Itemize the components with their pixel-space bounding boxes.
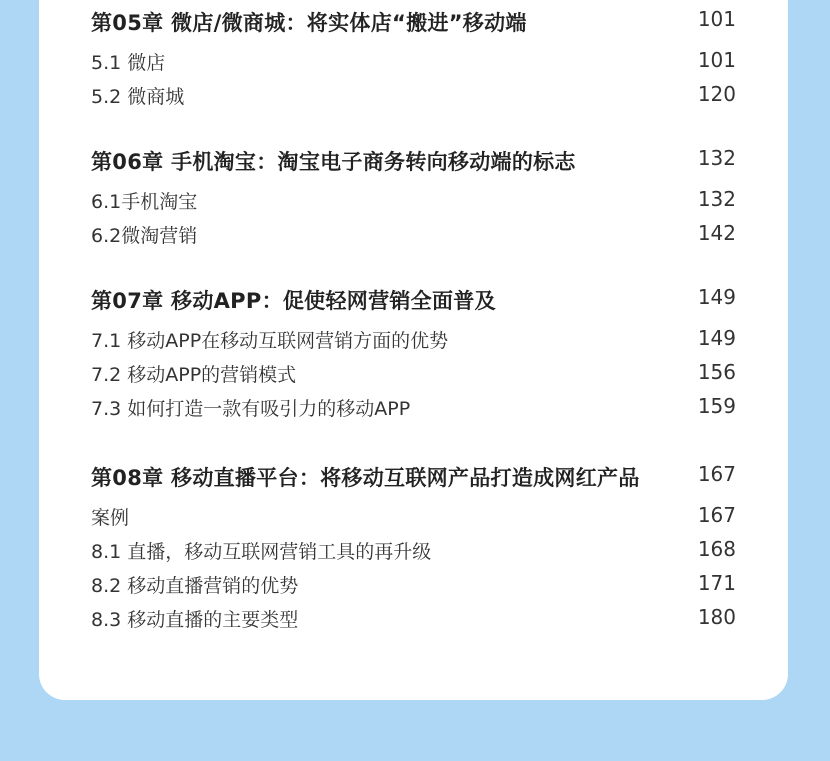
- chapter-title: 第06章 手机淘宝：淘宝电子商务转向移动端的标志: [91, 150, 576, 174]
- section-title: 案例: [91, 507, 130, 529]
- section-title: 6.2微淘营销: [91, 225, 198, 247]
- section-title: 5.1 微店: [91, 52, 166, 74]
- section-title: 7.1 移动APP在移动互联网营销方面的优势: [91, 330, 449, 352]
- chapter-title: 第07章 移动APP：促使轻网营销全面普及: [91, 289, 496, 313]
- section-title: 7.2 移动APP的营销模式: [91, 364, 297, 386]
- page-number: 101: [697, 7, 736, 31]
- page-number: 120: [697, 82, 736, 106]
- chapter-title: 第05章 微店/微商城：将实体店“搬进”移动端: [91, 11, 527, 35]
- page-number: 156: [697, 360, 736, 384]
- page-number: 132: [697, 187, 736, 211]
- page-number: 142: [697, 221, 736, 245]
- section-title: 8.1 直播，移动互联网营销工具的再升级: [91, 541, 432, 563]
- page-number: 171: [697, 571, 736, 595]
- page-number: 167: [697, 503, 736, 527]
- section-title: 8.2 移动直播营销的优势: [91, 575, 299, 597]
- page-number: 168: [697, 537, 736, 561]
- section-title: 5.2 微商城: [91, 86, 185, 108]
- page-number: 167: [697, 462, 736, 486]
- page-number: 159: [697, 394, 736, 418]
- page-number: 101: [697, 48, 736, 72]
- page-number: 149: [697, 326, 736, 350]
- section-title: 8.3 移动直播的主要类型: [91, 609, 299, 631]
- chapter-title: 第08章 移动直播平台：将移动互联网产品打造成网红产品: [91, 466, 640, 490]
- page-number: 149: [697, 285, 736, 309]
- page-number: 132: [697, 146, 736, 170]
- page-number: 180: [697, 605, 736, 629]
- section-title: 6.1手机淘宝: [91, 191, 198, 213]
- section-title: 7.3 如何打造一款有吸引力的移动APP: [91, 398, 411, 420]
